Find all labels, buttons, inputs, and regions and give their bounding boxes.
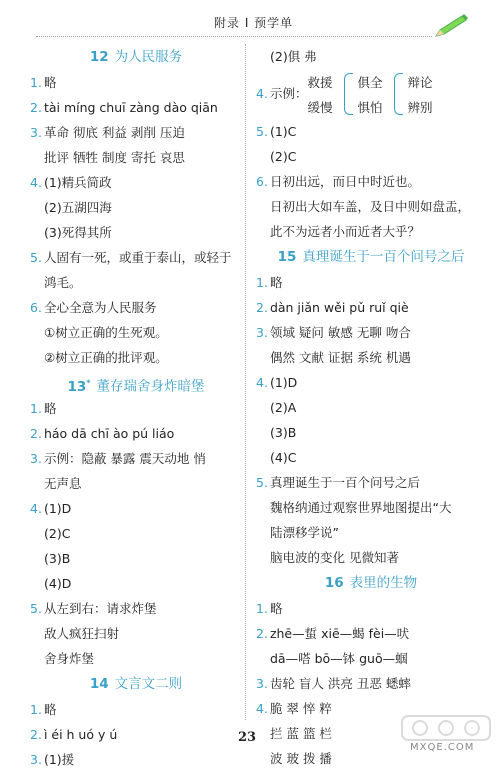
item-number: 4. [256, 86, 268, 101]
section-13-title [30, 370, 242, 396]
section-title-text: 表里的生物 [349, 575, 418, 591]
word: 救援 [307, 74, 333, 90]
item-number: 4. [30, 175, 42, 190]
section-14-title [30, 671, 242, 697]
word: 辨别 [407, 99, 433, 115]
answer-text: 全心全意为人民服务 [43, 300, 157, 315]
answer-text: 略 [43, 702, 57, 717]
answer-line: 舍身炸堡 [44, 651, 95, 666]
answer-line: (2)五湖四海 [44, 200, 112, 215]
header-title: 附录 I 预学单 [214, 16, 294, 30]
answer-text: dàn jiǎn wěi pǔ ruǐ qiè [269, 300, 409, 315]
answer-line: 敌人疯狂扫射 [44, 626, 120, 641]
item-number: 6. [30, 300, 42, 315]
left-column [30, 44, 242, 772]
answer-text: (1)援 [43, 752, 75, 767]
answer-line [256, 596, 486, 621]
answer-line [30, 596, 242, 621]
answer-line [30, 295, 242, 320]
answer-text: 真理诞生于一百个问号之后 [269, 475, 420, 490]
item-number: 1. [256, 275, 268, 290]
item-number: 4. [256, 701, 268, 716]
word-pair [357, 69, 382, 119]
answer-line [256, 270, 486, 295]
column-divider [245, 44, 246, 720]
answer-line: 鸿毛。 [44, 275, 82, 290]
item-number: 5. [256, 475, 268, 490]
answer-line: 拦 蓝 篮 栏 [270, 726, 332, 741]
answer-line: 无声息 [44, 476, 82, 491]
answer-line: (3)B [270, 425, 297, 440]
answer-line: (2)C [270, 149, 297, 164]
answer-line: (2)C [44, 526, 71, 541]
answer-text: háo dā chī ào pú liáo [43, 426, 175, 441]
item-number: 5. [30, 601, 42, 616]
item-number: 4. [30, 501, 42, 516]
item-number: 2. [30, 100, 42, 115]
answer-line [256, 621, 486, 646]
word-pair [307, 69, 332, 119]
answer-text: 略 [269, 275, 283, 290]
answer-text: 略 [43, 401, 57, 416]
item-number: 3. [30, 752, 42, 767]
answer-line [30, 95, 242, 120]
answer-line [30, 446, 242, 471]
section-number: 12 [89, 49, 109, 65]
page-header [0, 0, 500, 36]
answer-line [256, 370, 486, 395]
item-number: 3. [30, 125, 42, 140]
answer-line [30, 496, 242, 521]
section-12-title [30, 44, 242, 70]
answer-line [256, 295, 486, 320]
pencil-icon [432, 14, 472, 40]
item-number: 2. [256, 300, 268, 315]
section-number [68, 379, 91, 395]
answer-text: 脆 翠 悴 粹 [269, 701, 332, 716]
section-number-text: 13 [67, 378, 87, 395]
word: 惧怕 [357, 99, 383, 115]
answer-line: dā—嗒 bō—钵 guō—蝈 [270, 651, 408, 666]
answer-text: 日初出远，而日中时近也。 [269, 174, 420, 189]
answer-line: (2)A [270, 400, 297, 415]
item-number: 1. [256, 601, 268, 616]
answer-line: (4)C [270, 450, 297, 465]
item-number: 6. [256, 174, 268, 189]
answer-line [30, 70, 242, 95]
answer-line [30, 396, 242, 421]
answer-line: ②树立正确的批评观。 [44, 350, 168, 365]
answer-line [30, 245, 242, 270]
item-number: 2. [256, 626, 268, 641]
answer-line: 批评 牺牲 制度 寄托 哀思 [44, 150, 185, 165]
answer-line [30, 421, 242, 446]
answer-line: 魏格纳通过观察世界地图提出“大 [270, 500, 452, 515]
answer-line: (2)俱 弗 [270, 49, 317, 64]
answer-prefix [256, 69, 307, 119]
answer-text: 齿轮 盲人 洪亮 丑恶 蟋蟀 [269, 676, 411, 691]
answer-line [30, 170, 242, 195]
answer-line [256, 671, 486, 696]
item-number: 1. [30, 702, 42, 717]
answer-text: ì éi h uó y ú [43, 727, 118, 742]
header-divider [36, 36, 432, 37]
section-title-text: 真理诞生于一百个问号之后 [302, 249, 465, 265]
word: 辩论 [407, 74, 433, 90]
word: 缓慢 [307, 99, 333, 115]
section-sup: * [86, 378, 91, 387]
item-number: 5. [256, 124, 268, 139]
watermark-text: MXQE.COM [410, 742, 475, 753]
answer-line: 波 玻 拨 播 [270, 751, 332, 766]
answer-line: 脑电波的变化 见微知著 [270, 550, 399, 565]
item-number: 1. [30, 401, 42, 416]
answer-text: 示例：隐蔽 暴露 震天动地 悄 [43, 451, 206, 466]
answer-text: 示例： [269, 86, 308, 101]
answer-text: (1)D [269, 375, 298, 390]
answer-line [256, 119, 486, 144]
section-number: 14 [89, 676, 109, 692]
section-title-text: 为人民服务 [114, 49, 183, 65]
item-number: 2. [30, 426, 42, 441]
item-number: 5. [30, 250, 42, 265]
section-15-title [256, 244, 486, 270]
item-number: 4. [256, 375, 268, 390]
answer-line [256, 169, 486, 194]
answer-line [256, 69, 486, 119]
item-number: 2. [30, 727, 42, 742]
word-pair [407, 69, 432, 119]
section-title-text: 董存瑞舍身炸暗堡 [96, 378, 205, 395]
answer-line [30, 120, 242, 145]
answer-text: (1)精兵简政 [43, 175, 112, 190]
answer-text: 人固有一死，或重于泰山，或轻于 [43, 250, 232, 265]
answer-text: 领域 疑问 敏感 无聊 吻合 [269, 325, 411, 340]
answer-text: zhē—蜇 xiē—蝎 fèi—吠 [269, 626, 410, 641]
section-number: 16 [324, 575, 344, 591]
item-number: 3. [256, 676, 268, 691]
section-16-title [256, 570, 486, 596]
brace-icon [394, 73, 403, 115]
answer-text: 略 [269, 601, 283, 616]
answer-line [256, 320, 486, 345]
answer-line: (3)B [44, 551, 71, 566]
answer-line: ①树立正确的生死观。 [44, 325, 168, 340]
answer-line: 此不为远者小而近者大乎？ [270, 224, 421, 239]
answer-line [30, 722, 242, 747]
answer-text: 革命 彻底 利益 剥削 压迫 [43, 125, 185, 140]
answer-line [256, 470, 486, 495]
answer-line: 偶然 文献 证据 系统 机遇 [270, 350, 411, 365]
section-number: 15 [277, 249, 297, 265]
answer-line: 陆漂移学说” [270, 525, 339, 540]
section-title-text: 文言文二则 [114, 676, 183, 692]
answer-text: 略 [43, 75, 57, 90]
item-number: 1. [30, 75, 42, 90]
answer-line [30, 697, 242, 722]
brace-icon [344, 73, 353, 115]
word: 俱全 [357, 74, 383, 90]
item-number: 3. [30, 451, 42, 466]
item-number: 3. [256, 325, 268, 340]
answer-text: tài míng chuī zàng dào qiān [43, 100, 218, 115]
answer-text: (1)C [269, 124, 297, 139]
answer-text: 从左到右：请求炸堡 [43, 601, 157, 616]
right-column [256, 44, 486, 771]
answer-text: (1)D [43, 501, 72, 516]
answer-line: (3)死得其所 [44, 225, 112, 240]
page-number: 23 [238, 730, 257, 745]
answer-line: 日初出大如车盖，及日中则如盘盂， [270, 199, 471, 214]
answer-line: (4)D [44, 576, 72, 591]
